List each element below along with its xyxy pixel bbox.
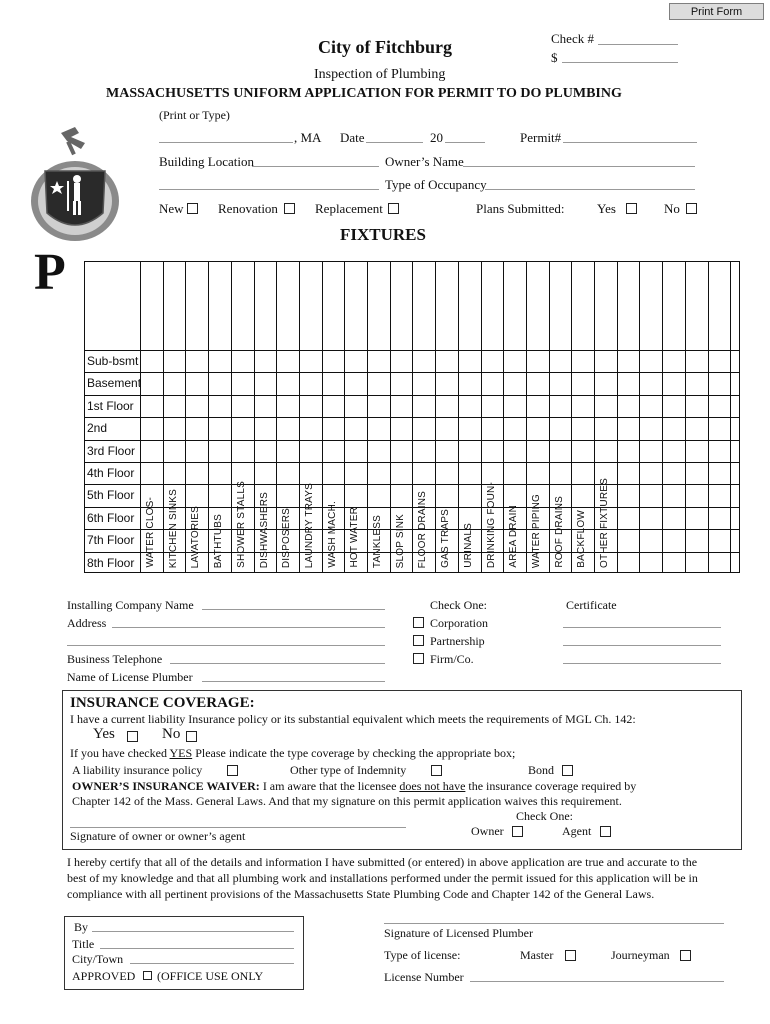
plumbing-letter: P [34, 244, 66, 301]
insurance-yes-label: Yes [93, 726, 115, 742]
approved-label: APPROVED [72, 969, 136, 983]
insurance-heading: INSURANCE COVERAGE: [70, 695, 255, 711]
business-telephone-field[interactable] [170, 663, 385, 664]
floor-row-label: 3rd Floor [87, 443, 136, 458]
office-title-label: Title [72, 937, 95, 951]
owners-waiver-text: OWNER’S INSURANCE WAIVER: I am aware that the licensee does not have the insurance coverage required by [72, 779, 637, 793]
fixture-column-header: AREA DRAIN [508, 505, 520, 568]
fixtures-row-divider [85, 440, 739, 441]
certification-line-2: best of my knowledge and that all plumbing work and installations performed under the permit issued for this application will be in [67, 871, 698, 885]
fixture-column-header: BATHTUBS [213, 513, 225, 568]
fixture-column-header: WATER PIPING [530, 493, 542, 568]
check-number-field[interactable] [598, 44, 678, 45]
fixture-column-header: OTHER FIXTURES [599, 477, 610, 568]
fixtures-row-divider [85, 395, 739, 396]
other-indemnity-checkbox[interactable] [431, 765, 442, 776]
floor-row-label: 2nd [87, 421, 108, 436]
city-town-label: City/Town [72, 952, 124, 966]
bond-checkbox[interactable] [562, 765, 573, 776]
owners-waiver-text-line2: Chapter 142 of the Mass. General Laws. And that my signature on this permit application waives this requirement. [72, 794, 622, 808]
by-label: By [74, 920, 89, 934]
city-town-field[interactable] [130, 963, 294, 964]
plumber-signature-field[interactable] [384, 923, 724, 924]
type-of-occupancy-field[interactable] [485, 189, 695, 190]
owner-signature-field[interactable] [70, 827, 406, 828]
form-title: MASSACHUSETTS UNIFORM APPLICATION FOR PERMIT TO DO PLUMBING [106, 86, 622, 101]
waiver-agent-checkbox[interactable] [600, 826, 611, 837]
fixtures-table [84, 261, 740, 573]
installing-company-label: Installing Company Name [67, 598, 194, 612]
replacement-checkbox[interactable] [388, 203, 399, 214]
fixture-column-header: DRINKING FOUN- [485, 481, 497, 568]
approved-checkbox[interactable] [143, 971, 152, 980]
fixture-column-header: WASH MACH. [326, 501, 338, 568]
permit-field[interactable] [563, 142, 697, 143]
fixtures-row-divider [85, 507, 739, 508]
license-plumber-field[interactable] [202, 681, 385, 682]
floor-row-label: 4th Floor [87, 466, 135, 480]
address-label: Address [67, 616, 107, 630]
date-label: Date [340, 130, 365, 145]
inspection-subtitle: Inspection of Plumbing [314, 67, 446, 82]
print-form-button[interactable]: Print Form [669, 3, 764, 20]
dollar-amount-field[interactable] [562, 62, 678, 63]
date-field[interactable] [366, 142, 423, 143]
building-location-label: Building Location [159, 154, 254, 169]
floor-row-label: 1st Floor [87, 398, 134, 413]
check-one-label: Check One: [430, 598, 487, 612]
partnership-checkbox[interactable] [413, 635, 424, 646]
fixture-column-header: LAUNDRY TRAYS [303, 482, 315, 568]
insurance-statement: I have a current liability Insurance policy or its substantial equivalent which meets the requirements of MGL Ch. 142: [70, 712, 636, 726]
year-label: 20 [430, 130, 443, 145]
fixture-column-header: SHOWER STALLS [235, 481, 247, 568]
certification-line-3: compliance with all pertinent provisions of the Massachusetts State Plumbing Code and Chapter 142 of the General Laws. [67, 887, 655, 901]
type-of-occupancy-label: Type of Occupancy [385, 177, 487, 192]
city-title: City of Fitchburg [318, 37, 452, 57]
office-title-field[interactable] [100, 948, 294, 949]
plans-no-label: No [664, 201, 680, 216]
certificate-field-1[interactable] [563, 627, 721, 628]
fixtures-row-divider [85, 462, 739, 463]
master-checkbox[interactable] [565, 950, 576, 961]
waiver-owner-checkbox[interactable] [512, 826, 523, 837]
business-telephone-label: Business Telephone [67, 652, 163, 666]
license-number-label: License Number [384, 970, 464, 984]
fixture-column-header: URINALS [462, 523, 474, 568]
fixture-column-header: DISPOSERS [281, 507, 293, 568]
floor-row-label: 7th Floor [87, 533, 135, 548]
owners-name-field[interactable] [463, 166, 695, 167]
waiver-owner-label: Owner [471, 824, 504, 838]
massachusetts-seal [27, 123, 123, 245]
other-indemnity-label: Other type of Indemnity [290, 763, 407, 777]
floor-row-label: Basement [87, 376, 142, 391]
bond-label: Bond [528, 763, 555, 777]
fixture-column-header: SLOP SINK [394, 513, 406, 568]
fixtures-row-divider [85, 552, 739, 553]
renovation-checkbox[interactable] [284, 203, 295, 214]
fixture-column-header: HOT WATER [349, 507, 361, 568]
journeyman-label: Journeyman [611, 948, 670, 962]
license-plumber-label: Name of License Plumber [67, 670, 193, 684]
installing-company-field[interactable] [202, 609, 385, 610]
ma-label: , MA [294, 130, 322, 145]
liability-policy-label: A liability insurance policy [72, 763, 203, 777]
fixtures-row-divider [85, 417, 739, 418]
plans-submitted-label: Plans Submitted: [476, 201, 565, 216]
renovation-label: Renovation [218, 201, 278, 216]
replacement-label: Replacement [315, 201, 383, 216]
floor-row-label: 8th Floor [87, 555, 135, 570]
fixtures-row-divider [85, 484, 739, 485]
master-label: Master [520, 948, 554, 962]
fixture-column-header: LAVATORIES [190, 505, 202, 568]
license-number-field[interactable] [470, 981, 724, 982]
fixture-column-header: WATER CLOS- [145, 497, 156, 568]
plans-yes-label: Yes [597, 201, 616, 216]
plans-yes-checkbox[interactable] [626, 203, 637, 214]
fixture-column-header: KITCHEN SINKS [167, 488, 179, 568]
floor-row-label: Sub-bsmt [87, 354, 139, 368]
certificate-field-3[interactable] [563, 663, 721, 664]
firm-label: Firm/Co. [430, 652, 474, 666]
owners-name-label: Owner’s Name [385, 154, 464, 169]
office-use-only-label: (OFFICE USE ONLY [157, 969, 264, 983]
insurance-no-checkbox[interactable] [186, 731, 197, 742]
fixture-column-header: DISHWASHERS [258, 491, 270, 568]
permit-label: Permit# [520, 130, 562, 145]
firm-checkbox[interactable] [413, 653, 424, 664]
waiver-check-one-label: Check One: [516, 809, 573, 823]
plans-no-checkbox[interactable] [686, 203, 697, 214]
fixtures-row-divider [85, 372, 739, 373]
owner-signature-label: Signature of owner or owner’s agent [70, 829, 246, 843]
fixtures-row-divider [85, 529, 739, 530]
new-label: New [159, 201, 184, 216]
new-checkbox[interactable] [187, 203, 198, 214]
floor-row-label: 5th Floor [87, 488, 135, 503]
fixture-column-header: TANKLESS [372, 514, 383, 568]
by-field[interactable] [92, 931, 294, 932]
partnership-label: Partnership [430, 634, 485, 648]
fixture-column-header: ROOF DRAINS [553, 496, 565, 568]
address-field[interactable] [112, 627, 385, 628]
fixtures-title: FIXTURES [340, 225, 426, 244]
corporation-checkbox[interactable] [413, 617, 424, 628]
print-or-type-note: (Print or Type) [159, 108, 230, 122]
check-number-label: Check # [551, 31, 594, 46]
fixture-column-header: GAS TRAPS [440, 509, 452, 568]
building-location-field[interactable] [252, 166, 379, 167]
insurance-no-label: No [162, 726, 181, 742]
certification-line-1: I hereby certify that all of the details and information I have submitted (or entered) in above application are true and accurate to the [67, 855, 698, 869]
fixture-column-header: FLOOR DRAINS [417, 490, 429, 568]
city-field[interactable] [159, 142, 293, 143]
type-of-license-label: Type of license: [384, 948, 461, 962]
certificate-label: Certificate [566, 598, 617, 612]
building-location-field-2[interactable] [159, 189, 379, 190]
liability-policy-checkbox[interactable] [227, 765, 238, 776]
waiver-agent-label: Agent [562, 824, 592, 838]
journeyman-checkbox[interactable] [680, 950, 691, 961]
plumber-signature-label: Signature of Licensed Plumber [384, 926, 533, 940]
if-checked-yes-text: If you have checked YES Please indicate the type coverage by checking the appropriate box; [70, 746, 516, 760]
address-field-2[interactable] [67, 645, 385, 646]
certificate-field-2[interactable] [563, 645, 721, 646]
floor-row-label: 6th Floor [87, 510, 135, 525]
year-field[interactable] [445, 142, 485, 143]
fixture-column-header: BACKFLOW [576, 510, 588, 568]
dollar-label: $ [551, 50, 558, 65]
corporation-label: Corporation [430, 616, 488, 630]
insurance-yes-checkbox[interactable] [127, 731, 138, 742]
